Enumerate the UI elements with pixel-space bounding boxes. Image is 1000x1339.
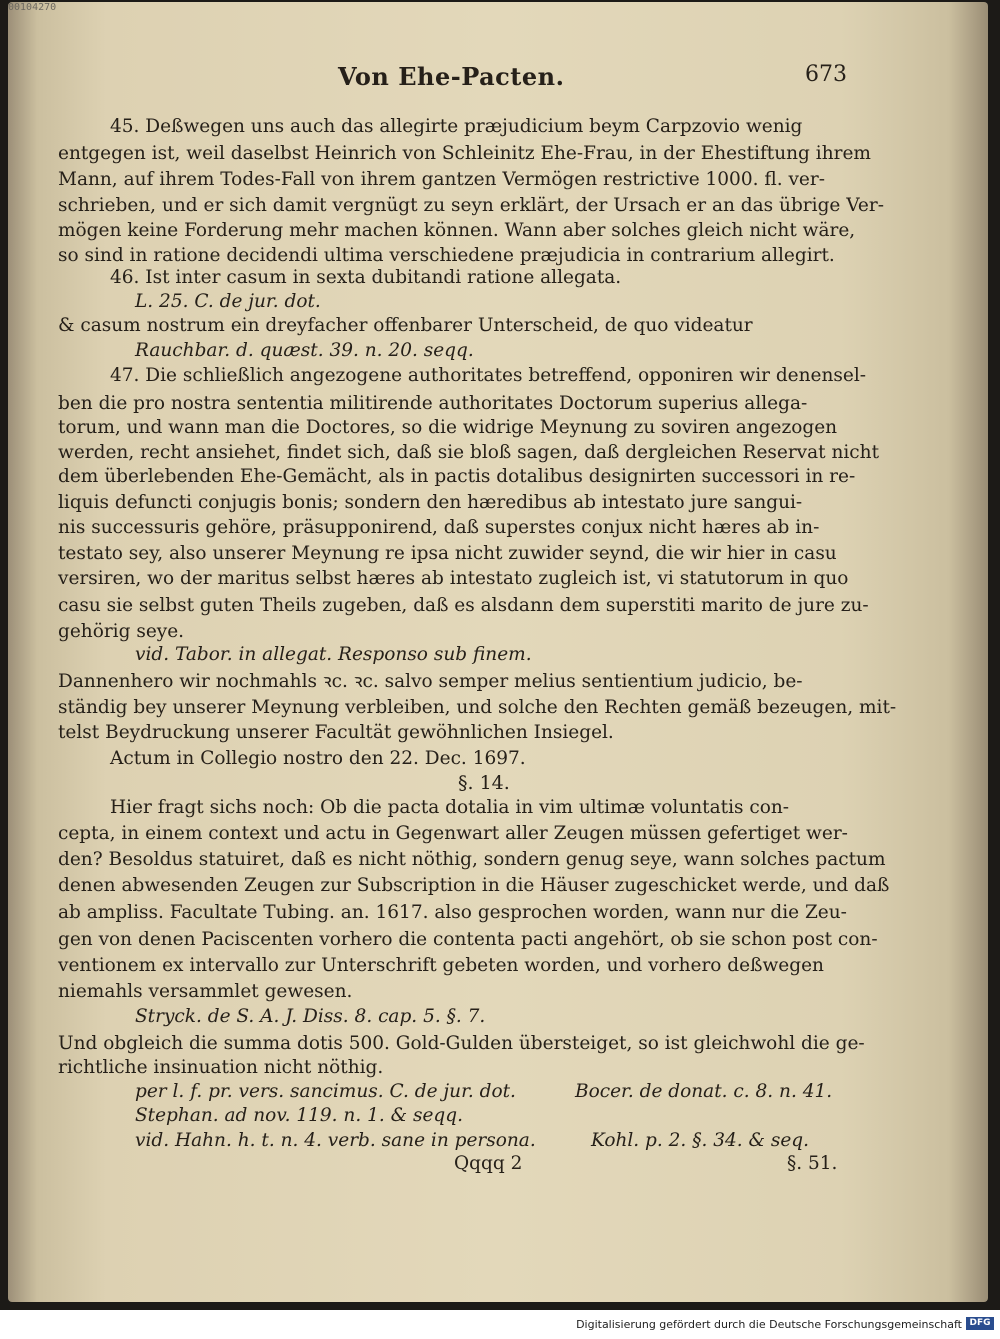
text-line: ben die pro nostra sententia militirende authoritates Doctorum superius allega- bbox=[58, 393, 808, 414]
text-line: gen von denen Paciscenten vorhero die contenta pacti angehört, ob sie schon post con- bbox=[58, 929, 878, 950]
text-line: entgegen ist, weil daselbst Heinrich von Schleinitz Ehe-Frau, in der Ehestiftung ihrem bbox=[58, 143, 871, 164]
text-line: casu sie selbst guten Theils zugeben, daß es alsdann dem superstiti marito de jure zu- bbox=[58, 595, 869, 616]
catchword: §. 51. bbox=[787, 1153, 838, 1174]
text-line: 45. Deßwegen uns auch das allegirte præjudicium beym Carpzovio wenig bbox=[110, 116, 803, 137]
text-line: dem überlebenden Ehe-Gemächt, als in pactis dotalibus designirten successori in re- bbox=[58, 466, 856, 487]
text-line: 46. Ist inter casum in sexta dubitandi ratione allegata. bbox=[110, 267, 622, 288]
text-line: testato sey, also unserer Meynung re ipsa nicht zuwider seynd, die wir hier in casu bbox=[58, 543, 837, 564]
citation-line: L. 25. C. de jur. dot. bbox=[135, 291, 321, 312]
text-line: versiren, wo der maritus selbst hæres ab intestato zugleich ist, vi statutorum in quo bbox=[58, 568, 849, 589]
text-line: liquis defuncti conjugis bonis; sondern den hæredibus ab intestato jure sangui- bbox=[58, 492, 803, 513]
page-number: 673 bbox=[805, 62, 847, 87]
citation-line: Stephan. ad nov. 119. n. 1. & seqq. bbox=[135, 1105, 463, 1126]
citation-line: Bocer. de donat. c. 8. n. 41. bbox=[575, 1081, 833, 1102]
signature-mark: Qqqq 2 bbox=[454, 1153, 523, 1174]
text-line: mögen keine Forderung mehr machen können. Wann aber solches gleich nicht wäre, bbox=[58, 220, 856, 241]
text-line: Dannenhero wir nochmahls ꝛc. ꝛc. salvo semper melius sentientium judicio, be- bbox=[58, 671, 803, 692]
funding-notice: Digitalisierung gefördert durch die Deutsche Forschungsgemeinschaft bbox=[576, 1318, 962, 1331]
text-line: ab ampliss. Facultate Tubing. an. 1617. also gesprochen worden, wann nur die Zeu- bbox=[58, 902, 847, 923]
citation-line: per l. f. pr. vers. sancimus. C. de jur. dot. bbox=[135, 1081, 516, 1102]
text-line: ständig bey unserer Meynung verbleiben, und solche den Rechten gemäß bezeugen, mit- bbox=[58, 697, 897, 718]
text-line: & casum nostrum ein dreyfacher offenbarer Unterscheid, de quo videatur bbox=[58, 315, 753, 336]
book-page bbox=[8, 2, 988, 1302]
text-line: richtliche insinuation nicht nöthig. bbox=[58, 1057, 384, 1078]
text-line: Actum in Collegio nostro den 22. Dec. 1697. bbox=[110, 748, 526, 769]
text-line: cepta, in einem context und actu in Gegenwart aller Zeugen müssen gefertiget wer- bbox=[58, 823, 848, 844]
text-line: Hier fragt sichs noch: Ob die pacta dotalia in vim ultimæ voluntatis con- bbox=[110, 797, 790, 818]
text-line: nis successuris gehöre, präsupponirend, daß superstes conjux nicht hæres ab in- bbox=[58, 517, 820, 538]
text-line: den? Besoldus statuiret, daß es nicht nöthig, sondern genug seye, wann solches pactum bbox=[58, 849, 886, 870]
text-line: gehörig seye. bbox=[58, 621, 185, 642]
text-line: werden, recht ansiehet, findet sich, daß sie bloß sagen, daß dergleichen Reservat nicht bbox=[58, 442, 880, 463]
text-line: torum, und wann man die Doctores, so die widrige Meynung zu soviren angezogen bbox=[58, 417, 838, 438]
archive-id: 00104270 bbox=[8, 2, 57, 13]
running-head: Von Ehe-Pacten. bbox=[338, 62, 565, 91]
text-line: telst Beydruckung unserer Facultät gewöhnlichen Insiegel. bbox=[58, 722, 614, 743]
text-line: ventionem ex intervallo zur Unterschrift gebeten worden, und vorhero deßwegen bbox=[58, 955, 824, 976]
text-line: so sind in ratione decidendi ultima verschiedene præjudicia in contrarium allegirt. bbox=[58, 245, 835, 266]
text-line: 47. Die schließlich angezogene authoritates betreffend, opponiren wir denensel- bbox=[110, 365, 867, 386]
citation-line: Kohl. p. 2. §. 34. & seq. bbox=[591, 1130, 810, 1151]
footer-bar bbox=[0, 1310, 1000, 1339]
citation-line: vid. Hahn. h. t. n. 4. verb. sane in persona. bbox=[135, 1130, 536, 1151]
text-line: Und obgleich die summa dotis 500. Gold-Gulden übersteiget, so ist gleichwohl die ge- bbox=[58, 1033, 865, 1054]
section-heading: §. 14. bbox=[458, 772, 510, 794]
text-line: denen abwesenden Zeugen zur Subscription in die Häuser zugeschicket werde, und daß bbox=[58, 875, 890, 896]
citation-line: Rauchbar. d. quæst. 39. n. 20. seqq. bbox=[135, 340, 474, 361]
dfg-logo: DFG bbox=[966, 1317, 994, 1330]
citation-line: Stryck. de S. A. J. Diss. 8. cap. 5. §. 7. bbox=[135, 1006, 486, 1027]
text-line: niemahls versammlet gewesen. bbox=[58, 981, 353, 1002]
text-line: schrieben, und er sich damit vergnügt zu seyn erklärt, der Ursach er an das übrige Ver- bbox=[58, 195, 884, 216]
citation-line: vid. Tabor. in allegat. Responso sub finem. bbox=[135, 644, 532, 665]
text-line: Mann, auf ihrem Todes-Fall von ihrem gantzen Vermögen restrictive 1000. fl. ver- bbox=[58, 169, 825, 190]
